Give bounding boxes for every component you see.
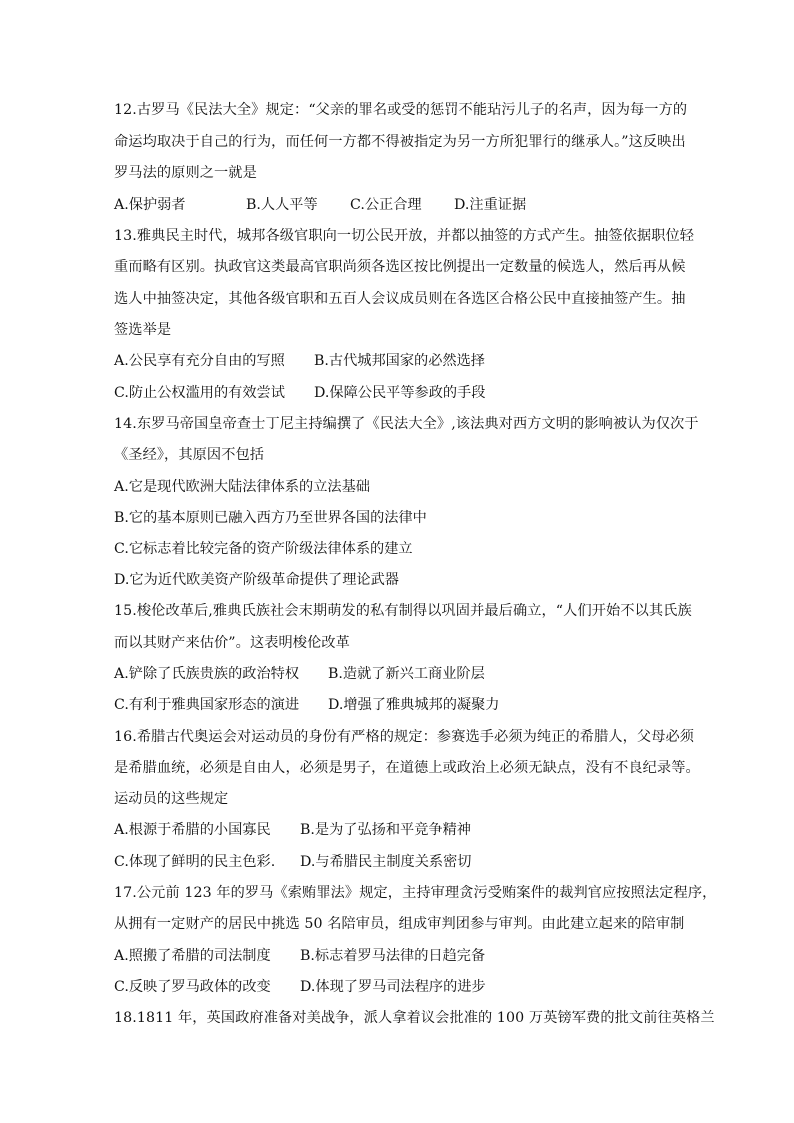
q15-option-b: B.造就了新兴工商业阶层 <box>328 666 485 682</box>
q16-option-d: D.与希腊民主制度关系密切 <box>300 854 472 870</box>
q16-option-a: A.根源于希腊的小国寡民 <box>114 822 271 838</box>
q17-option-a: A.照搬了希腊的司法制度 <box>114 948 271 964</box>
q15-line-2: 而以其财产来估价”。这表明梭伦改革 <box>114 635 350 651</box>
q12-line-3: 罗马法的原则之一就是 <box>114 165 257 181</box>
q13-options-row-2 <box>114 383 485 403</box>
q18-line-1: 18.1811 年，英国政府准备对美战争，派人拿着议会批准的 100 万英镑军费的批文前往英格兰 <box>114 1010 715 1026</box>
q12-option-c: C.公正合理 <box>350 197 422 213</box>
q15-option-d: D.增强了雅典城邦的凝聚力 <box>328 697 500 713</box>
q13-line-4: 签选举是 <box>114 322 172 338</box>
q17-line-2: 从拥有一定财产的居民中挑选 50 名陪审员，组成审判团参与审判。由此建立起来的陪审制 <box>114 916 685 932</box>
q12-line-2: 命运均取决于自己的行为，而任何一方都不得被指定为另一方所犯罪行的继承人。”这反映出 <box>114 134 686 150</box>
q17-option-b: B.标志着罗马法律的日趋完备 <box>300 948 486 964</box>
q15-line-1: 15.梭伦改革后,雅典氏族社会末期萌发的私有制得以巩固并最后确立，“人们开始不以其氏族 <box>114 603 692 619</box>
q17-options-row-1 <box>114 946 485 966</box>
q16-line-2: 是希腊血统，必须是自由人，必须是男子，在道德上或政治上必须无缺点，没有不良纪录等。 <box>114 760 700 776</box>
q16-line-1: 16.希腊古代奥运会对运动员的身份有严格的规定：参赛选手必须为纯正的希腊人，父母必须 <box>114 729 695 745</box>
q15-option-c: C.有利于雅典国家形态的演进 <box>114 697 300 713</box>
q13-option-c: C.防止公权滥用的有效尝试 <box>114 385 285 401</box>
q14-option-c: C.它标志着比较完备的资产阶级法律体系的建立 <box>114 541 413 557</box>
q12-option-b: B.人人平等 <box>246 197 318 213</box>
q15-options-row-2 <box>114 695 499 715</box>
q16-options-row-2 <box>114 852 471 872</box>
q13-option-d: D.保障公民平等参政的手段 <box>314 385 486 401</box>
q17-option-d: D.体现了罗马司法程序的进步 <box>300 979 486 995</box>
q13-line-2: 重而略有区别。执政官这类最高官职尚须各选区按比例提出一定数量的候选人，然后再从候 <box>114 259 686 275</box>
q12-line-1: 12.古罗马《民法大全》规定：“父亲的罪名或受的惩罚不能玷污儿子的名声，因为每一方的 <box>114 102 688 118</box>
q16-line-3: 运动员的这些规定 <box>114 791 229 807</box>
q17-options-row-2 <box>114 977 486 997</box>
q13-options-row-1 <box>114 351 485 371</box>
q15-option-a: A.铲除了氏族贵族的政治特权 <box>114 666 300 682</box>
q12-option-d: D.注重证据 <box>454 197 527 213</box>
q13-option-b: B.古代城邦国家的必然选择 <box>314 353 485 369</box>
q14-option-b: B.它的基本原则已融入西方乃至世界各国的法律中 <box>114 510 427 526</box>
q17-line-1: 17.公元前 123 年的罗马《索贿罪法》规定，主持审理贪污受贿案件的裁判官应按照法定程序， <box>114 885 717 901</box>
q14-line-2: 《圣经》，其原因不包括 <box>114 447 265 463</box>
q12-options <box>114 195 526 215</box>
q14-option-d: D.它为近代欧美资产阶级革命提供了理论武器 <box>114 572 399 588</box>
q16-options-row-1 <box>114 820 471 840</box>
q17-option-c: C.反映了罗马政体的改变 <box>114 979 271 995</box>
q14-line-1: 14.东罗马帝国皇帝查士丁尼主持编撰了《民法大全》,该法典对西方文明的影响被认为仅次于 <box>114 416 699 432</box>
q13-line-1: 13.雅典民主时代，城邦各级官职向一切公民开放，并都以抽签的方式产生。抽签依据职位轻 <box>114 228 695 244</box>
q13-line-3: 选人中抽签决定，其他各级官职和五百人会议成员则在各选区合格公民中直接抽签产生。抽 <box>114 291 686 307</box>
q12-option-a: A.保护弱者 <box>114 197 186 213</box>
q16-option-c: C.体现了鲜明的民主色彩. <box>114 854 276 870</box>
q13-option-a: A.公民享有充分自由的写照 <box>114 353 285 369</box>
q15-options-row-1 <box>114 664 485 684</box>
q14-option-a: A.它是现代欧洲大陆法律体系的立法基础 <box>114 479 370 495</box>
q16-option-b: B.是为了弘扬和平竞争精神 <box>300 822 471 838</box>
